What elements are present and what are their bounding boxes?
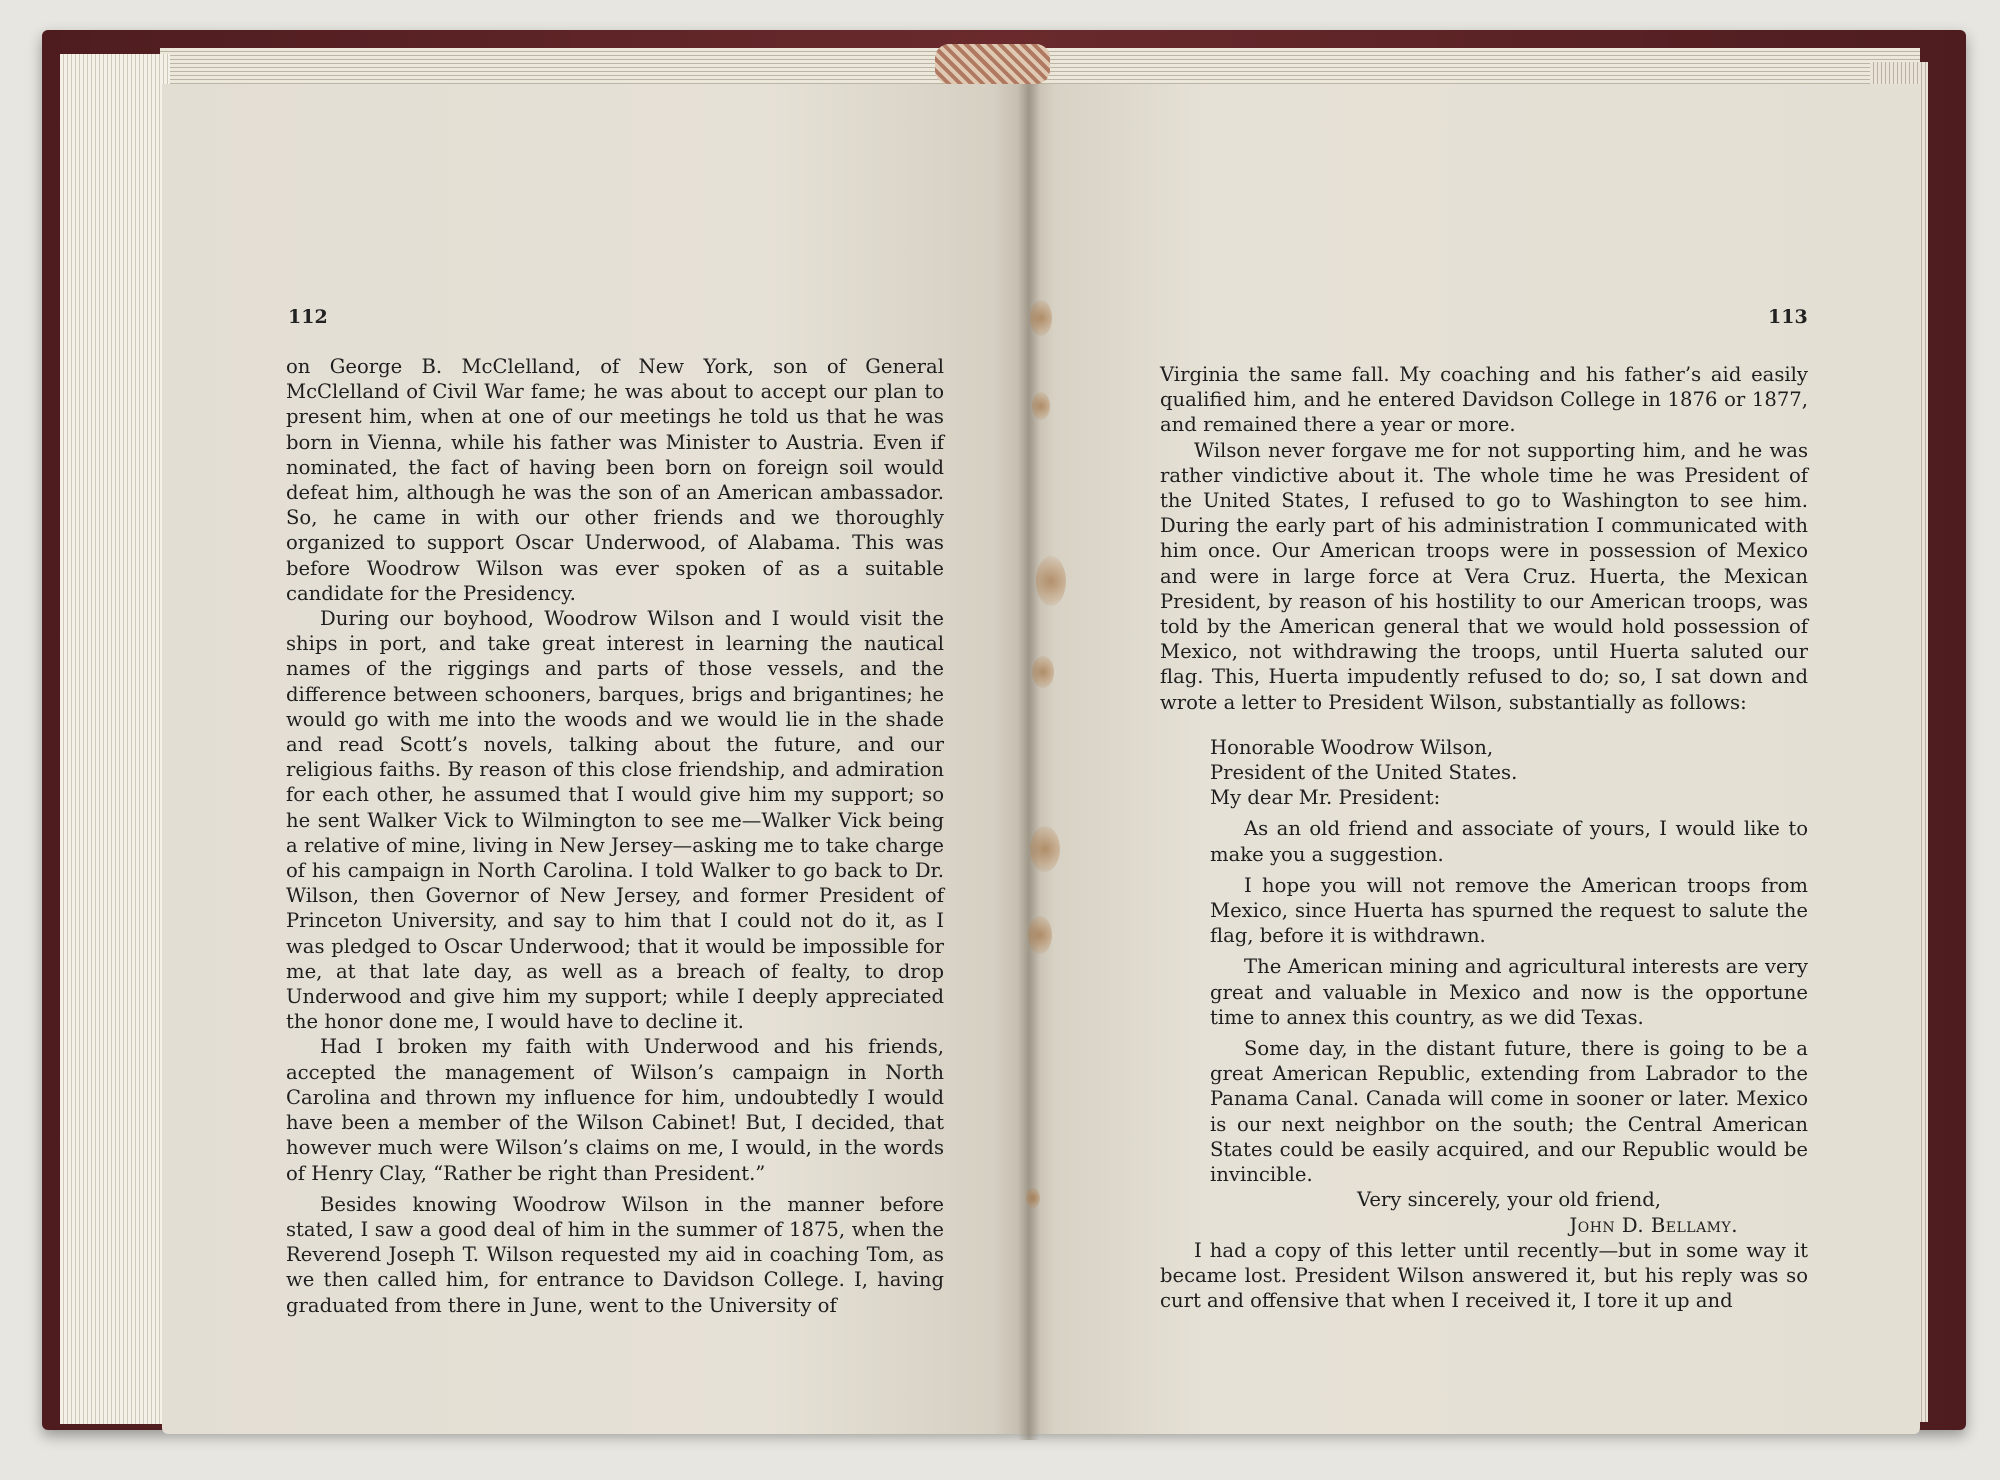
foxing-stain	[1030, 826, 1060, 872]
book-gutter	[1018, 70, 1040, 1440]
left-page-number: 112	[288, 306, 328, 328]
letter-paragraph: The American mining and agricultural interests are very great and valuable in Mexico and now is the opportune time to annex this country, as we did Texas.	[1210, 955, 1808, 1029]
headband	[935, 44, 1050, 84]
paragraph: Besides knowing Woodrow Wilson in the manner before stated, I saw a good deal of him in the summer of 1875, when the Reverend Joseph T. Wilson requested my aid in coaching Tom, as we then called him, for entrance to Davidson College. I, having graduated from there in June, went to the University of	[286, 1192, 944, 1317]
letter-address-line: President of the United States.	[1210, 761, 1518, 785]
page-block-left-edge	[60, 54, 170, 1424]
left-page	[162, 84, 1028, 1434]
foxing-stain	[1030, 300, 1052, 336]
paragraph: on George B. McClelland, of New York, son of General McClelland of Civil War fame; he was about to accept our plan to present him, when at one of our meetings he told us that he was born in Vienna, while his father was Minister to Austria. Even if nominated, the fact of having been born on foreign soil would defeat him, although he was the son of an American ambassador. So, he came in with our other friends and we thoroughly organized to support Oscar Underwood, of Alabama. This was before Woodrow Wilson was ever spoken of as a suitable candidate for the Presidency.	[286, 355, 944, 605]
paragraph: Had I broken my faith with Underwood and his friends, accepted the management of Wilson’s campaign in North Carolina and thrown my influence for him, undoubtedly I would have been a member of the Wilson Cabinet! But, I decided, that however much were Wilson’s claims on me, I would, in the words of Henry Clay, “Rather be right than President.”	[286, 1035, 944, 1185]
letter	[1160, 735, 1808, 1238]
paragraph: I had a copy of this letter until recently—but in some way it became lost. President Wilson answered it, but his reply was so curt and offensive that when I received it, I tore it up and	[1160, 1238, 1808, 1313]
foxing-stain	[1028, 916, 1052, 954]
paragraph: Virginia the same fall. My coaching and his father’s aid easily qualified him, and he entered Davidson College in 1876 or 1877, and remained there a year or more.	[1160, 363, 1808, 437]
paragraph: Wilson never forgave me for not supporting him, and he was rather vindictive about it. The whole time he was President of the United States, I refused to go to Washington to see him. During the early part of his administration I communicated with him once. Our American troops were in possession of Mexico and were in large force at Vera Cruz. Huerta, the Mexican President, by reason of his hostility to our American troops, was told by the American general that we would hold possession of Mexico, not withdrawing the troops, until Huerta saluted our flag. This, Huerta impudently refused to do; so, I sat down and wrote a letter to President Wilson, substantially as follows:	[1160, 438, 1808, 714]
letter-address-line: Honorable Woodrow Wilson,	[1210, 735, 1494, 759]
paragraph: During our boyhood, Woodrow Wilson and I would visit the ships in port, and take great interest in learning the nautical names of the riggings and parts of those vessels, and the difference between schooners, barques, brigs and brigantines; he would go with me into the woods and we would lie in the shade and read Scott’s novels, talking about the future, and our religious faiths. By reason of this close friendship, and admiration for each other, he assumed that I would give him my support; so he sent Walker Vick to Wilmington to see me—Walker Vick being a relative of mine, living in New Jersey—asking me to take charge of his campaign in North Carolina. I told Walker to go back to Dr. Wilson, then Governor of New Jersey, and former President of Princeton University, and say to him that I could not do it, as I was pledged to Oscar Underwood; that it would be impossible for me, at that late day, as well as a breach of fealty, to drop Underwood and give him my support; while I deeply appreciated the honor done me, I would have to decline it.	[286, 607, 944, 1034]
letter-paragraph: I hope you will not remove the American troops from Mexico, since Huerta has spurned the request to salute the flag, before it is withdrawn.	[1210, 873, 1808, 948]
foxing-stain	[1026, 1188, 1040, 1208]
right-page-body	[1160, 362, 1808, 1313]
letter-paragraph: As an old friend and associate of yours, I would like to make you a suggestion.	[1210, 817, 1808, 866]
right-page	[1028, 84, 1920, 1434]
foxing-stain	[1032, 656, 1054, 688]
letter-closing: Very sincerely, your old friend,	[1356, 1188, 1662, 1212]
letter-salutation: My dear Mr. President:	[1210, 786, 1441, 810]
left-page-body	[286, 354, 944, 1318]
foxing-stain	[1032, 392, 1050, 420]
letter-paragraph: Some day, in the distant future, there is going to be a great American Republic, extending from Labrador to the Panama Canal. Canada will come in sooner or later. Mexico is our next neighbor on the south; the Central American States could be easily acquired, and our Republic would be invincible.	[1210, 1037, 1808, 1187]
foxing-stain	[1036, 556, 1066, 606]
letter-signature: John D. Bellamy.	[1569, 1213, 1738, 1237]
right-page-number: 113	[1768, 306, 1808, 328]
